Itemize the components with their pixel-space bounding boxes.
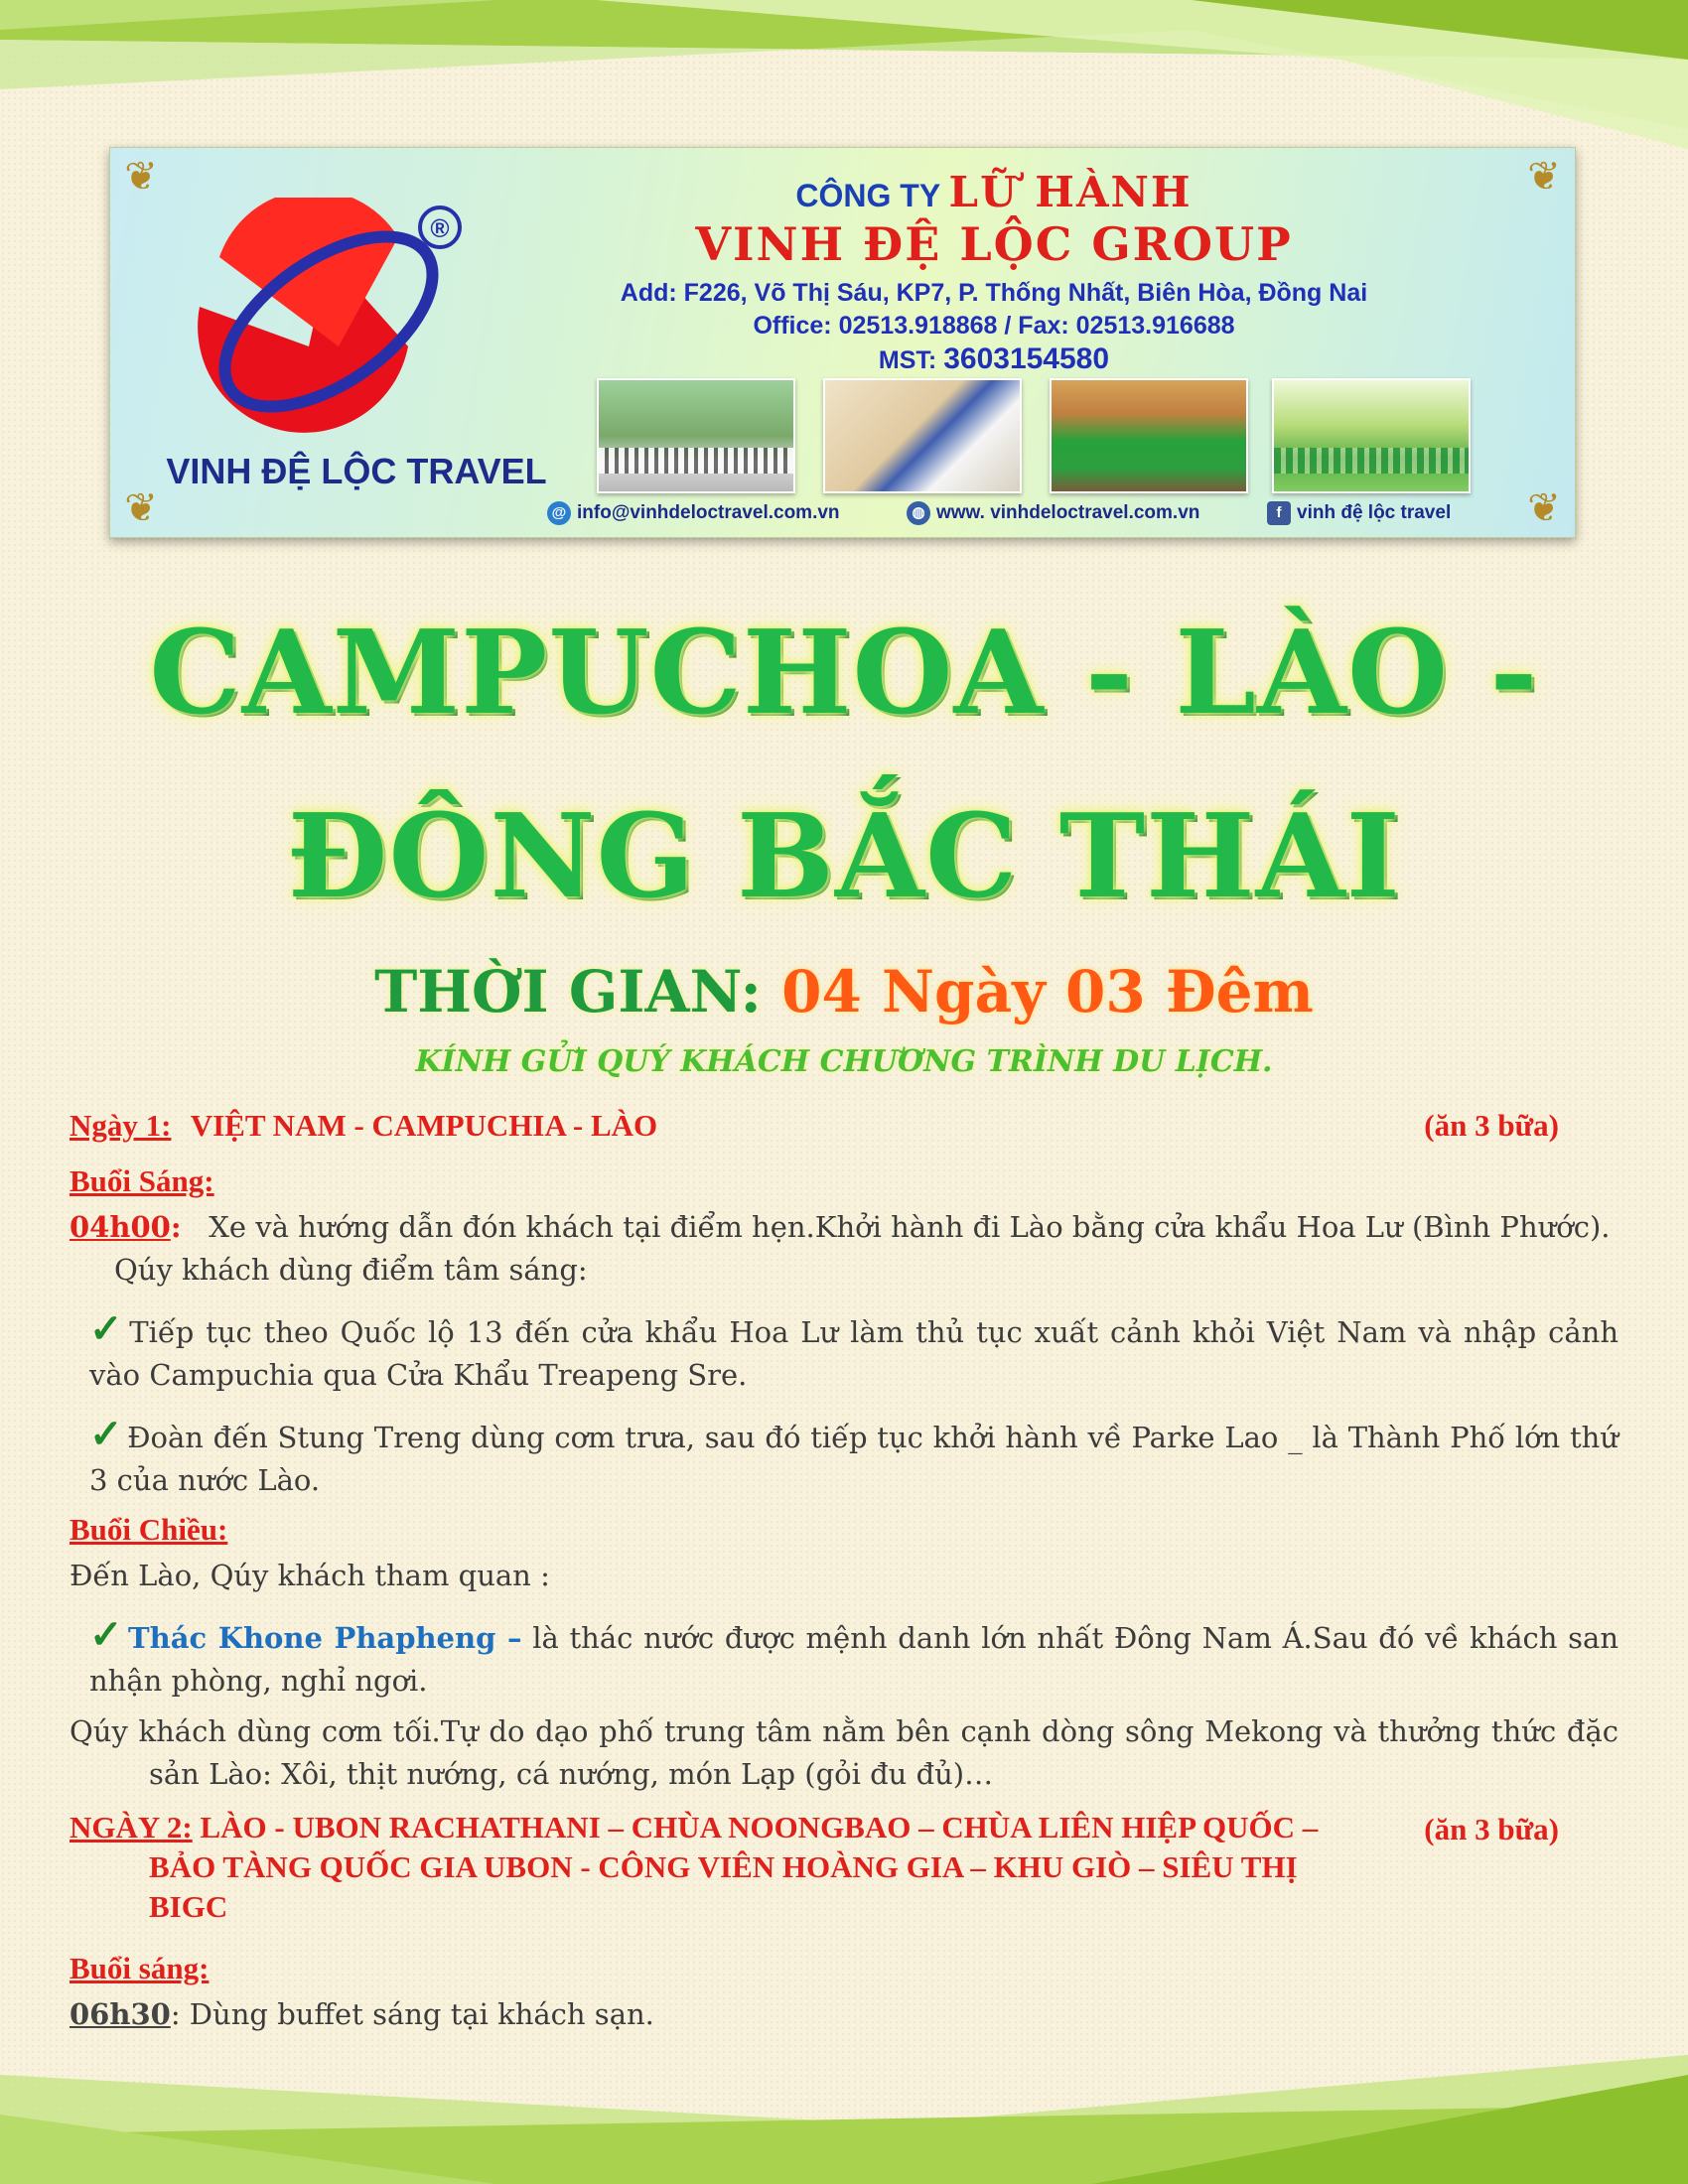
day1-item3 bbox=[70, 1613, 1618, 1703]
company-name: VINH ĐỆ LỘC GROUP bbox=[695, 217, 1293, 271]
greeting: KÍNH GỬI QUÝ KHÁCH CHƯƠNG TRÌNH DU LỊCH. bbox=[415, 1044, 1273, 1079]
mst-label: MST: bbox=[878, 346, 937, 374]
company-office: Office: 02513.918868 / Fax: 02513.916688 bbox=[753, 312, 1235, 340]
day1-time1-row: 04h00: Xe và hướng dẫn đón khách tại điểm hẹn.Khởi hành đi Lào bằng cửa khẩu Hoa Lư (Bình Phước). bbox=[70, 1210, 1611, 1244]
company-highlight: LỮ HÀNH bbox=[948, 168, 1193, 216]
day1-evening: Qúy khách dùng cơm tối.Tự do dạo phố trung tâm nằm bên cạnh dòng sông Mekong và thưởng thức đặc sản Lào: Xôi, thịt nướng, cá nướng, món Lạp (gỏi đu đủ)… bbox=[70, 1714, 1618, 1791]
day1-afternoon-label: Buổi Chiều bbox=[70, 1512, 218, 1547]
day1-breakfast: Qúy khách dùng điểm tâm sáng: bbox=[114, 1253, 588, 1287]
checkmark-icon: ✓ bbox=[89, 1611, 125, 1658]
company-line1 bbox=[557, 168, 1431, 216]
photo-group-park bbox=[1272, 378, 1471, 493]
itinerary bbox=[70, 1104, 1618, 2036]
company-logo bbox=[180, 198, 478, 436]
ornament-corner-icon: ❦ bbox=[1527, 485, 1561, 531]
website-text: www. vinhdeloctravel.com.vn bbox=[936, 502, 1200, 523]
facebook-text: vinh đệ lộc travel bbox=[1297, 502, 1452, 523]
day1-item1 bbox=[70, 1307, 1618, 1397]
day2-title bbox=[70, 1808, 1321, 1927]
day1-afternoon: Buổi Chiều: bbox=[70, 1512, 228, 1547]
day1-route: VIỆT NAM - CAMPUCHIA - LÀO bbox=[190, 1108, 658, 1143]
day2-time1-text: : Dùng buffet sáng tại khách sạn. bbox=[170, 1997, 654, 2031]
email-text: info@vinhdeloctravel.com.vn bbox=[577, 502, 840, 523]
day2-header bbox=[70, 1808, 1618, 1927]
tour-duration bbox=[0, 958, 1688, 1025]
day1-item3-highlight: Thác Khone Phapheng – bbox=[128, 1621, 522, 1655]
day1-item1-text: Tiếp tục theo Quốc lộ 13 đến cửa khẩu Hoa Lư làm thủ tục xuất cảnh khỏi Việt Nam và nhập cảnh vào Campuchia qua Cửa Khẩu Treapeng Sre. bbox=[89, 1315, 1618, 1392]
company-prefix: CÔNG TY bbox=[795, 178, 940, 213]
ornament-corner-icon: ❦ bbox=[124, 154, 158, 200]
day1-meals: (ăn 3 bữa) bbox=[1424, 1108, 1559, 1143]
duration-value: 04 Ngày 03 Đêm bbox=[781, 958, 1314, 1025]
day2-time1-row bbox=[70, 1993, 1618, 2036]
registered-mark: ® bbox=[430, 213, 450, 243]
globe-icon: ◍ bbox=[907, 501, 930, 525]
day1-item2 bbox=[70, 1413, 1618, 1502]
brand-name: VINH ĐỆ LỘC TRAVEL bbox=[166, 451, 547, 491]
facebook-icon: f bbox=[1267, 501, 1291, 525]
company-tax-id bbox=[517, 342, 1471, 376]
day1-afternoon-intro: Đến Lào, Qúy khách tham quan : bbox=[70, 1559, 550, 1592]
photo-office bbox=[823, 378, 1022, 493]
day1-morning-label: Buổi Sáng: bbox=[70, 1163, 214, 1198]
day1-label: Ngày 1: bbox=[70, 1108, 172, 1143]
company-banner bbox=[109, 147, 1576, 538]
ornament-corner-icon: ❦ bbox=[124, 485, 158, 531]
day1-item2-text: Đoàn đến Stung Treng dùng cơm trưa, sau đó tiếp tục khởi hành về Parke Lao _ là Thành Phố lớn thứ 3 của nước Lào. bbox=[89, 1421, 1619, 1497]
day2-meals: (ăn 3 bữa) bbox=[1424, 1812, 1559, 1846]
bottom-decoration bbox=[0, 2015, 1688, 2184]
day1-item3-text: là thác nước được mệnh danh lớn nhất Đông Nam Á.Sau đó về khách san nhận phòng, nghỉ ngơi. bbox=[89, 1621, 1619, 1698]
day2-label: NGÀY 2: bbox=[70, 1810, 193, 1844]
day1-time1-text: Xe và hướng dẫn đón khách tại điểm hẹn.Khởi hành đi Lào bằng cửa khẩu Hoa Lư (Bình Phước). bbox=[209, 1210, 1611, 1244]
photo-team-green bbox=[1050, 378, 1248, 493]
checkmark-icon: ✓ bbox=[89, 1305, 126, 1352]
day1-header bbox=[70, 1104, 1618, 1148]
tour-title-line1: CAMPUCHOA - LÀO - bbox=[149, 606, 1539, 741]
duration-label: THỜI GIAN: bbox=[374, 958, 762, 1025]
tour-title-line2: ĐÔNG BẮC THÁI bbox=[287, 789, 1401, 924]
day2-route: LÀO - UBON RACHATHANI – CHÙA NOONGBAO – CHÙA LIÊN HIỆP QUỐC – BẢO TÀNG QUỐC GIA UBON - CÔNG VIÊN HOÀNG GIA – KHU GIÒ – SIÊU THỊ BIGC bbox=[149, 1810, 1319, 1924]
photo-group-trees bbox=[597, 378, 795, 493]
mst-value: 3603154580 bbox=[943, 342, 1110, 375]
day1-time1: 04h00 bbox=[70, 1210, 171, 1244]
ornament-corner-icon: ❦ bbox=[1527, 154, 1561, 200]
day2-time1: 06h30 bbox=[70, 1997, 171, 2031]
email-icon: @ bbox=[547, 501, 571, 525]
website-link[interactable] bbox=[907, 501, 1199, 525]
day2-morning-label: Buổi sáng: bbox=[70, 1951, 210, 1985]
company-address: Add: F226, Võ Thị Sáu, KP7, P. Thống Nhất, Biên Hòa, Đồng Nai bbox=[620, 279, 1368, 307]
checkmark-icon: ✓ bbox=[89, 1411, 124, 1457]
facebook-link[interactable] bbox=[1267, 501, 1451, 525]
email-link[interactable] bbox=[547, 501, 840, 525]
